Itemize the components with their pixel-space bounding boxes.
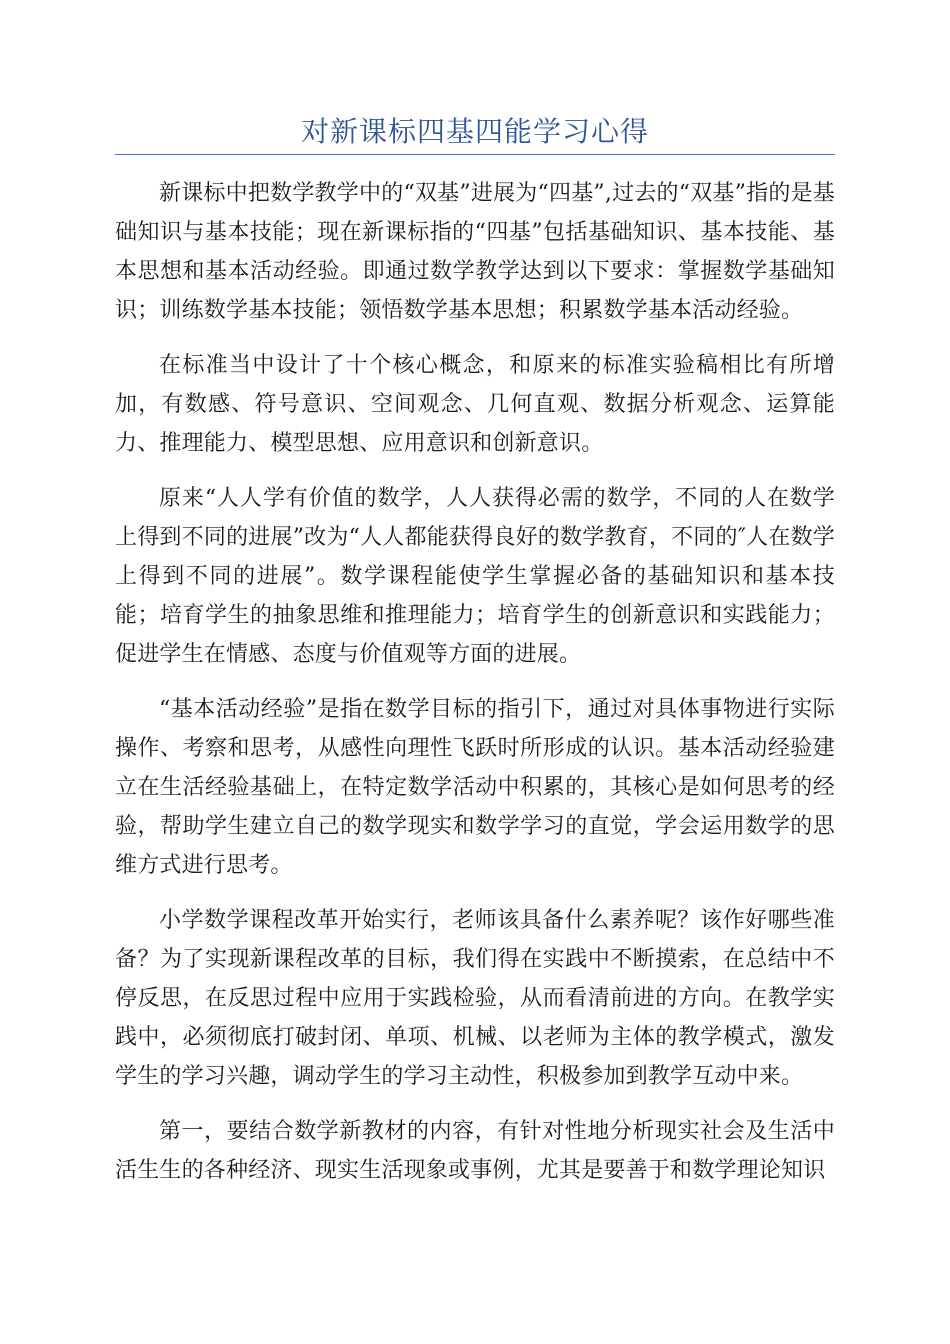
title-underline (115, 154, 835, 155)
paragraph-3: 原来“人人学有价值的数学，人人获得必需的数学，不同的人在数学上得到不同的进展”改为“人人都能获得良好的数学教育，不同的″人在数学上得到不同的进展”。数学课程能使学生掌握必备的基础知识和基本技能；培育学生的抽象思维和推理能力；培育学生的创新意识和实践能力；促进学生在情感、态度与价值观等方面的进展。 (115, 486, 835, 667)
paragraph-1: 新课标中把数学教学中的“双基”进展为“四基”,过去的“双基”指的是基础知识与基本技能；现在新课标指的“四基”包括基础知识、基本技能、基本思想和基本活动经验。即通过数学教学达到以下要求：掌握数学基础知识；训练数学基本技能；领悟数学基本思想；积累数学基本活动经验。 (115, 181, 835, 323)
paragraph-2: 在标准当中设计了十个核心概念，和原来的标准实验稿相比有所增加，有数感、符号意识、空间观念、几何直观、数据分析观念、运算能力、推理能力、模型思想、应用意识和创新意识。 (115, 353, 835, 456)
paragraph-4: “基本活动经验”是指在数学目标的指引下，通过对具体事物进行实际操作、考察和思考，从感性向理性飞跃时所形成的认识。基本活动经验建立在生活经验基础上，在特定数学活动中积累的，其核心是如何思考的经验，帮助学生建立自己的数学现实和数学学习的直觉，学会运用数学的思维方式进行思考。 (115, 697, 835, 878)
paragraph-5: 小学数学课程改革开始实行，老师该具备什么素养呢？该作好哪些准备？为了实现新课程改革的目标，我们得在实践中不断摸索，在总结中不停反思，在反思过程中应用于实践检验，从而看清前进的方向。在教学实践中，必须彻底打破封闭、单项、机械、以老师为主体的教学模式，激发学生的学习兴趣，调动学生的学习主动性，积极参加到教学互动中来。 (115, 908, 835, 1089)
paragraph-6: 第一，要结合数学新教材的内容，有针对性地分析现实社会及生活中活生生的各种经济、现实生活现象或事例，尤其是要善于和数学理论知识 (115, 1119, 835, 1183)
document-title: 对新课标四基四能学习心得 (300, 115, 649, 148)
document-body (115, 174, 835, 1206)
